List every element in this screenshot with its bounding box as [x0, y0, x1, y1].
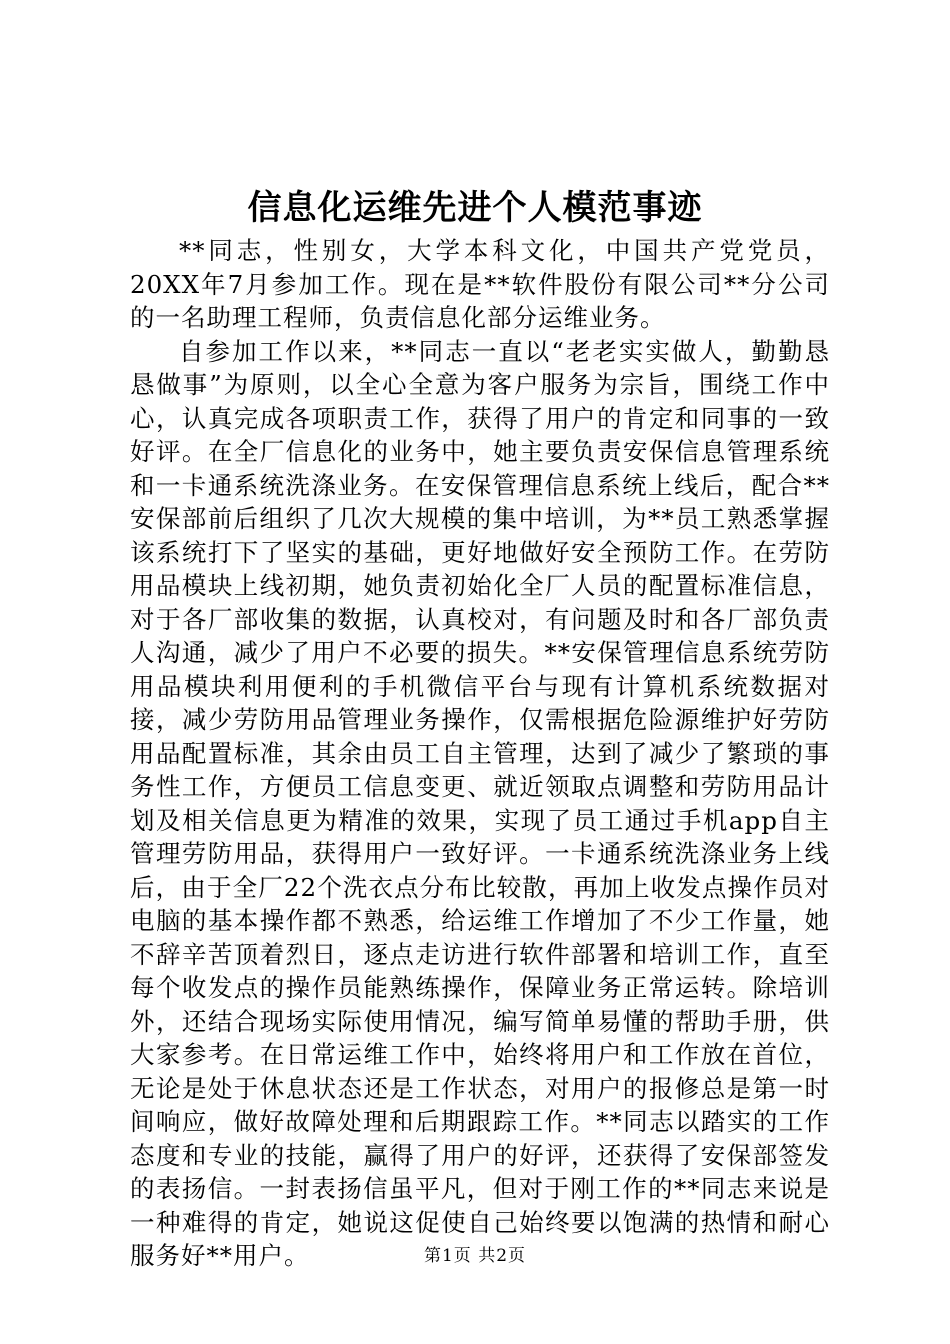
paragraph-deeds: 自参加工作以来，**同志一直以“老老实实做人，勤勤恳恳做事”为原则，以全心全意为客户服务为宗旨，围绕工作中心，认真完成各项职责工作，获得了用户的肯定和同事的一致好评。在全厂信息化的业务中，她主要负责安保信息管理系统和一卡通系统洗涤业务。在安保管理信息系统上线后，配合**安保部前后组织了几次大规模的集中培训，为**员工熟悉掌握该系统打下了坚实的基础，更好地做好安全预防工作。在劳防用品模块上线初期，她负责初始化全厂人员的配置标准信息，对于各厂部收集的数据，认真校对，有问题及时和各厂部负责人沟通，减少了用户不必要的损失。**安保管理信息系统劳防用品模块利用便利的手机微信平台与现有计算机系统数据对接，减少劳防用品管理业务操作，仅需根据危险源维护好劳防用品配置标准，其余由员工自主管理，达到了减少了繁琐的事务性工作，方便员工信息变更、就近领取点调整和劳防用品计划及相关信息更为精准的效果，实现了员工通过手机app自主管理劳防用品，获得用户一致好评。一卡通系统洗涤业务上线后，由于全厂22个洗衣点分布比较散，再加上收发点操作员对电脑的基本操作都不熟悉，给运维工作增加了不少工作量，她不辞辛苦顶着烈日，逐点走访进行软件部署和培训工作，直至每个收发点的操作员能熟练操作，保障业务正常运转。除培训外，还结合现场实际使用情况，编写简单易懂的帮助手册，供大家参考。在日常运维工作中，始终将用户和工作放在首位，无论是处于休息状态还是工作状态，对用户的报修总是第一时间响应，做好故障处理和后期跟踪工作。**同志以踏实的工作态度和专业的技能，赢得了用户的好评，还获得了安保部签发的表扬信。一封表扬信虽平凡，但对于刚工作的**同志来说是一种难得的肯定，她说这促使自己始终要以饱满的热情和耐心服务好**用户。 — [130, 336, 830, 1270]
document-title: 信息化运维先进个人模范事迹 — [247, 188, 703, 228]
paragraph-intro: **同志，性别女，大学本科文化，中国共产党党员，20XX年7月参加工作。现在是**软件股份有限公司**分公司的一名助理工程师，负责信息化部分运维业务。 — [130, 236, 830, 332]
document-body — [130, 234, 830, 1273]
page-number-footer: 第1页 共2页 — [423, 1246, 527, 1266]
